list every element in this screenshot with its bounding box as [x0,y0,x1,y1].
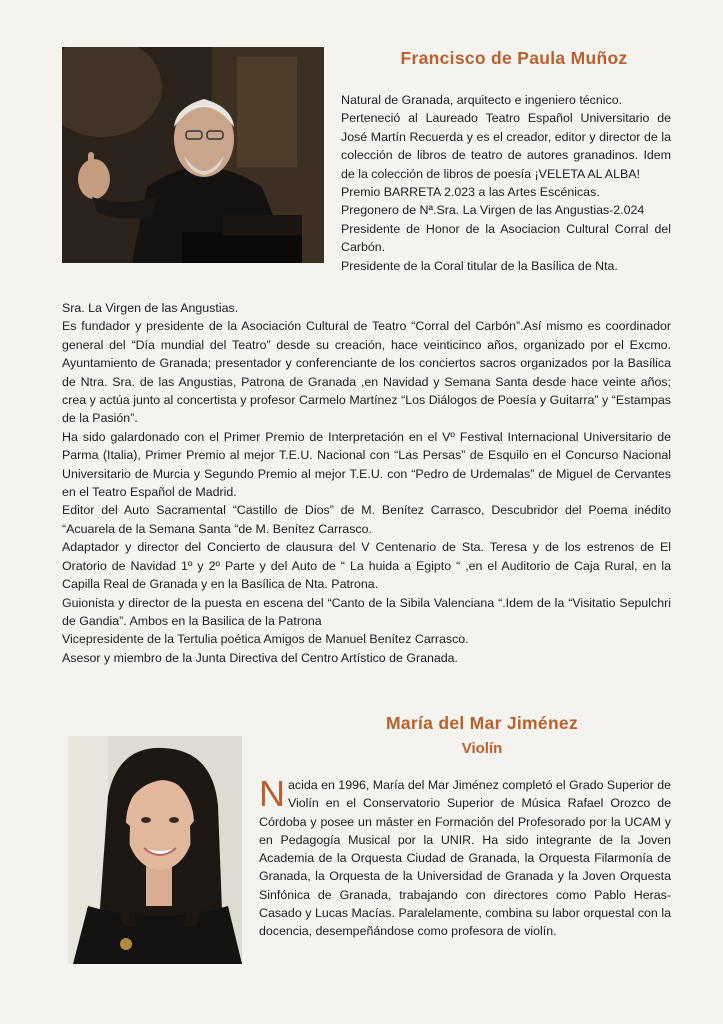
bio-paragraph: Perteneció al Laureado Teatro Español Universitario de José Martín Recuerda y es el creador, editor y director de la colección de libros de teatro de autores granadinos. Idem de la colección de libros de poesía ¡VELETA AL ALBA! [341,111,671,181]
bio-francisco-main [62,299,671,667]
bio-paragraph: Ha sido galardonado con el Primer Premio de Interpretación en el Vº Festival Internacional Universitario de Parma (Italia), Primer Premio al mejor T.E.U. Nacional con “Las Persas” de Esquilo en el Concurso Nacional Universitario de Murcia y Segundo Premio al mejor T.E.U. con “Pedro de Urdemalas” de Miguel de Cervantes en el Teatro Español de Madrid. [62,429,671,500]
bio-paragraph: Premio BARRETA 2.023 a las Artes Escénicas. [341,185,600,200]
section-title-maria: María del Mar Jiménez [385,713,579,733]
bio-paragraph: Natural de Granada, arquitecto e ingeniero técnico. [341,93,623,107]
portrait-photo-maria [68,736,242,964]
bio-paragraph: Asesor y miembro de la Junta Directiva del Centro Artístico de Granada. [62,650,458,665]
section-subtitle-instrument: Violín [461,740,503,757]
bio-maria [259,773,671,941]
section-title-francisco: Francisco de Paula Muñoz [400,48,628,68]
portrait-photo-francisco [62,47,324,263]
bio-paragraph: Es fundador y presidente de la Asociación Cultural de Teatro “Corral del Carbón”.Así mismo es coordinador general del “Día mundial del Teatro” desde su creación, hace veinticinco años, organizado por el Excmo. Ayuntamiento de Granada; presentador y conferenciante de los conciertos sacros organizados por la Basílica de Ntra. Sra. de las Angustias, Patrona de Granada ,en Navidad y Semana Santa desde hace veinte años; crea y actúa junto al concertista y profesor Carmelo Martínez “Los Diálogos de Poesía y Guitarra” y “Estampas de la Pasión”. [62,319,671,426]
bio-paragraph: Presidente de la Coral titular de la Basílica de Nta. [341,258,618,273]
bio-paragraph: Sra. La Virgen de las Angustias. [62,301,239,315]
bio-paragraph: Vicepresidente de la Tertulia poética Amigos de Manuel Benítez Carrasco. [62,632,469,647]
bio-paragraph: Pregonero de Nª.Sra. La Virgen de las Angustias-2.024 [341,203,645,218]
bio-paragraph: Editor del Auto Sacramental “Castillo de Dios” de M. Benítez Carrasco, Descubridor del Poema inédito “Acuarela de la Semana Santa “de M. Benítez Carrasco. [62,503,671,536]
bio-text: acida en 1996, María del Mar Jiménez completó el Grado Superior de Violín en el Conservatorio Superior de Música Rafael Orozco de Córdoba y posee un máster en Formación del Profesorado por la UCAM y en Pedagogía Musical por la UNIR. Ha sido integrante de la Joven Academia de la Orquesta Ciudad de Granada, la Orquesta Filarmonía de Granada, la Orquesta de la Universidad de Granada y la Joven Orquesta Sinfónica de Granada, trabajando con directores como Pablo Heras-Casado y Lucas Macías. Paralelamente, combina su labor orquestal con la docencia, desempeñándose como profesora de violín. [259,778,671,939]
bio-paragraph: Adaptador y director del Concierto de clausura del V Centenario de Sta. Teresa y de los estrenos de El Oratorio de Navidad 1º y 2º Parte y del Auto de “ La huida a Egipto “ ,en el Auditorio de Caja Rural, en la Capilla Real de Granada y en la Basílica de Nta. Patrona. [62,540,671,592]
drop-cap: N [259,773,285,814]
bio-paragraph: Guionista y director de la puesta en escena del “Canto de la Sibila Valenciana “.Idem de la “Visitatio Sepulchri de Gandia”. Ambos en la Basilica de la Patrona [62,595,671,628]
bio-paragraph: Presidente de Honor de la Asociacion Cultural Corral del Carbón. [341,221,671,255]
bio-paragraph [259,773,671,941]
bio-francisco-side [341,91,671,275]
